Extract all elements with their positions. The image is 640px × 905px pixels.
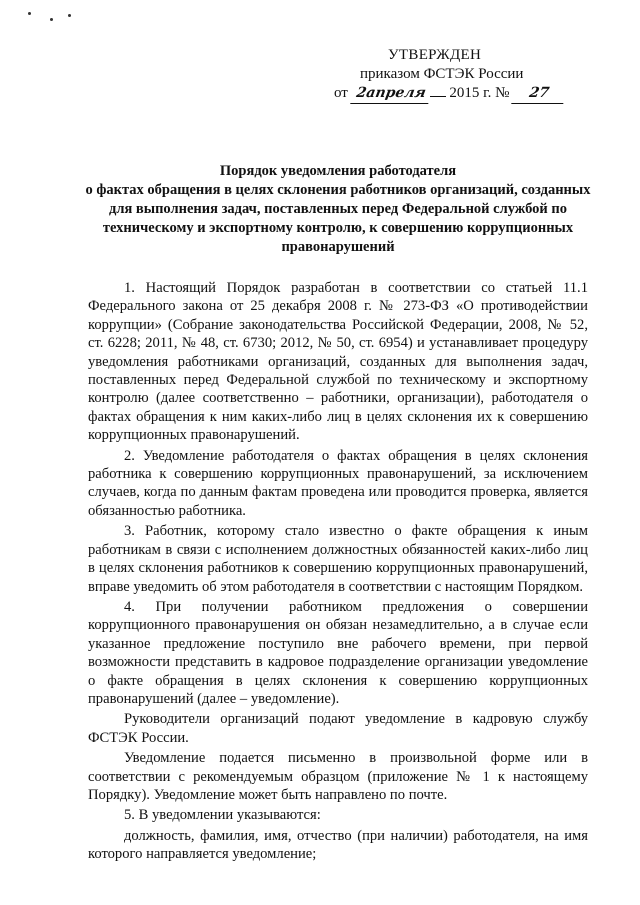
year-number-label: 2015 г. № [449, 85, 510, 101]
approval-block [330, 46, 570, 104]
from-label: от [334, 85, 348, 101]
approved-label: УТВЕРЖДЕН [388, 47, 482, 63]
paragraph-2: 2. Уведомление работодателя о фактах обращения в целях склонения работника к совершению коррупционных правонарушений, за исключением случаев, когда по данным фактам проведена или проводится проверка, является обязанностью работника. [88, 447, 588, 519]
document-body [88, 279, 588, 864]
paragraph-8: должность, фамилия, имя, отчество (при наличии) работодателя, на имя которого направляется уведомление; [88, 827, 588, 863]
title-line-2: о фактах обращения в целях склонения работников организаций, созданных [85, 182, 591, 198]
paragraph-5: Руководители организаций подают уведомление в кадровую службу ФСТЭК России. [88, 711, 588, 746]
date-underline [430, 84, 446, 97]
order-label: приказом ФСТЭК России [360, 66, 524, 82]
title-line-1: Порядок уведомления работодателя [219, 163, 457, 179]
order-date-line [330, 84, 570, 104]
paragraph-4: 4. При получении работником предложения о совершении коррупционного правонарушения он обязан незамедлительно, а в случае если указанное предложение поступило вне рабочего времени, при первой возможности представить в кадровое подразделение организации уведомление о факте обращения в целях склонения к совершению коррупционных правонарушений (далее – уведомление). [88, 598, 588, 707]
handwritten-order-number: 27 [511, 84, 567, 104]
title-line-4: техническому и экспортному контролю, к совершению коррупционных [102, 220, 574, 236]
handwritten-date: 2апреля [350, 84, 432, 104]
scan-speck [68, 14, 71, 17]
title-line-3: для выполнения задач, поставленных перед Федеральной службой по [108, 201, 568, 217]
scan-speck [50, 18, 53, 21]
paragraph-3: 3. Работник, которому стало известно о факте обращения к иным работникам в связи с исполнением должностных обязанностей каких-либо лиц в целях склонения работников к совершению коррупционных правонарушений, вправе уведомить об этом работодателя в соответствии с настоящим Порядком. [88, 523, 588, 595]
scan-speck [28, 12, 31, 15]
document-title [78, 162, 598, 257]
paragraph-7: 5. В уведомлении указываются: [124, 807, 321, 824]
title-line-5: правонарушений [281, 239, 395, 255]
paragraph-6: Уведомление подается письменно в произвольной форме или в соответствии с рекомендуемым образцом (приложение № 1 к настоящему Порядку). Уведомление может быть направлено по почте. [88, 750, 588, 803]
paragraph-1: 1. Настоящий Порядок разработан в соответствии со статьей 11.1 Федерального закона от 25 декабря 2008 г. № 273-ФЗ «О противодействии коррупции» (Собрание законодательства Российской Федерации, 2008, № 52, ст. 6228; 2011, № 48, ст. 6730; 2012, № 50, ст. 6954) и устанавливает процедуру уведомления работниками организаций, созданных для выполнения задач, поставленных перед Федеральной службой по техническому и экспортному контролю (далее соответственно – работники, организации), работодателя о фактах обращения к ним каких-либо лиц в целях склонения их к совершению коррупционных правонарушений. [88, 280, 588, 444]
